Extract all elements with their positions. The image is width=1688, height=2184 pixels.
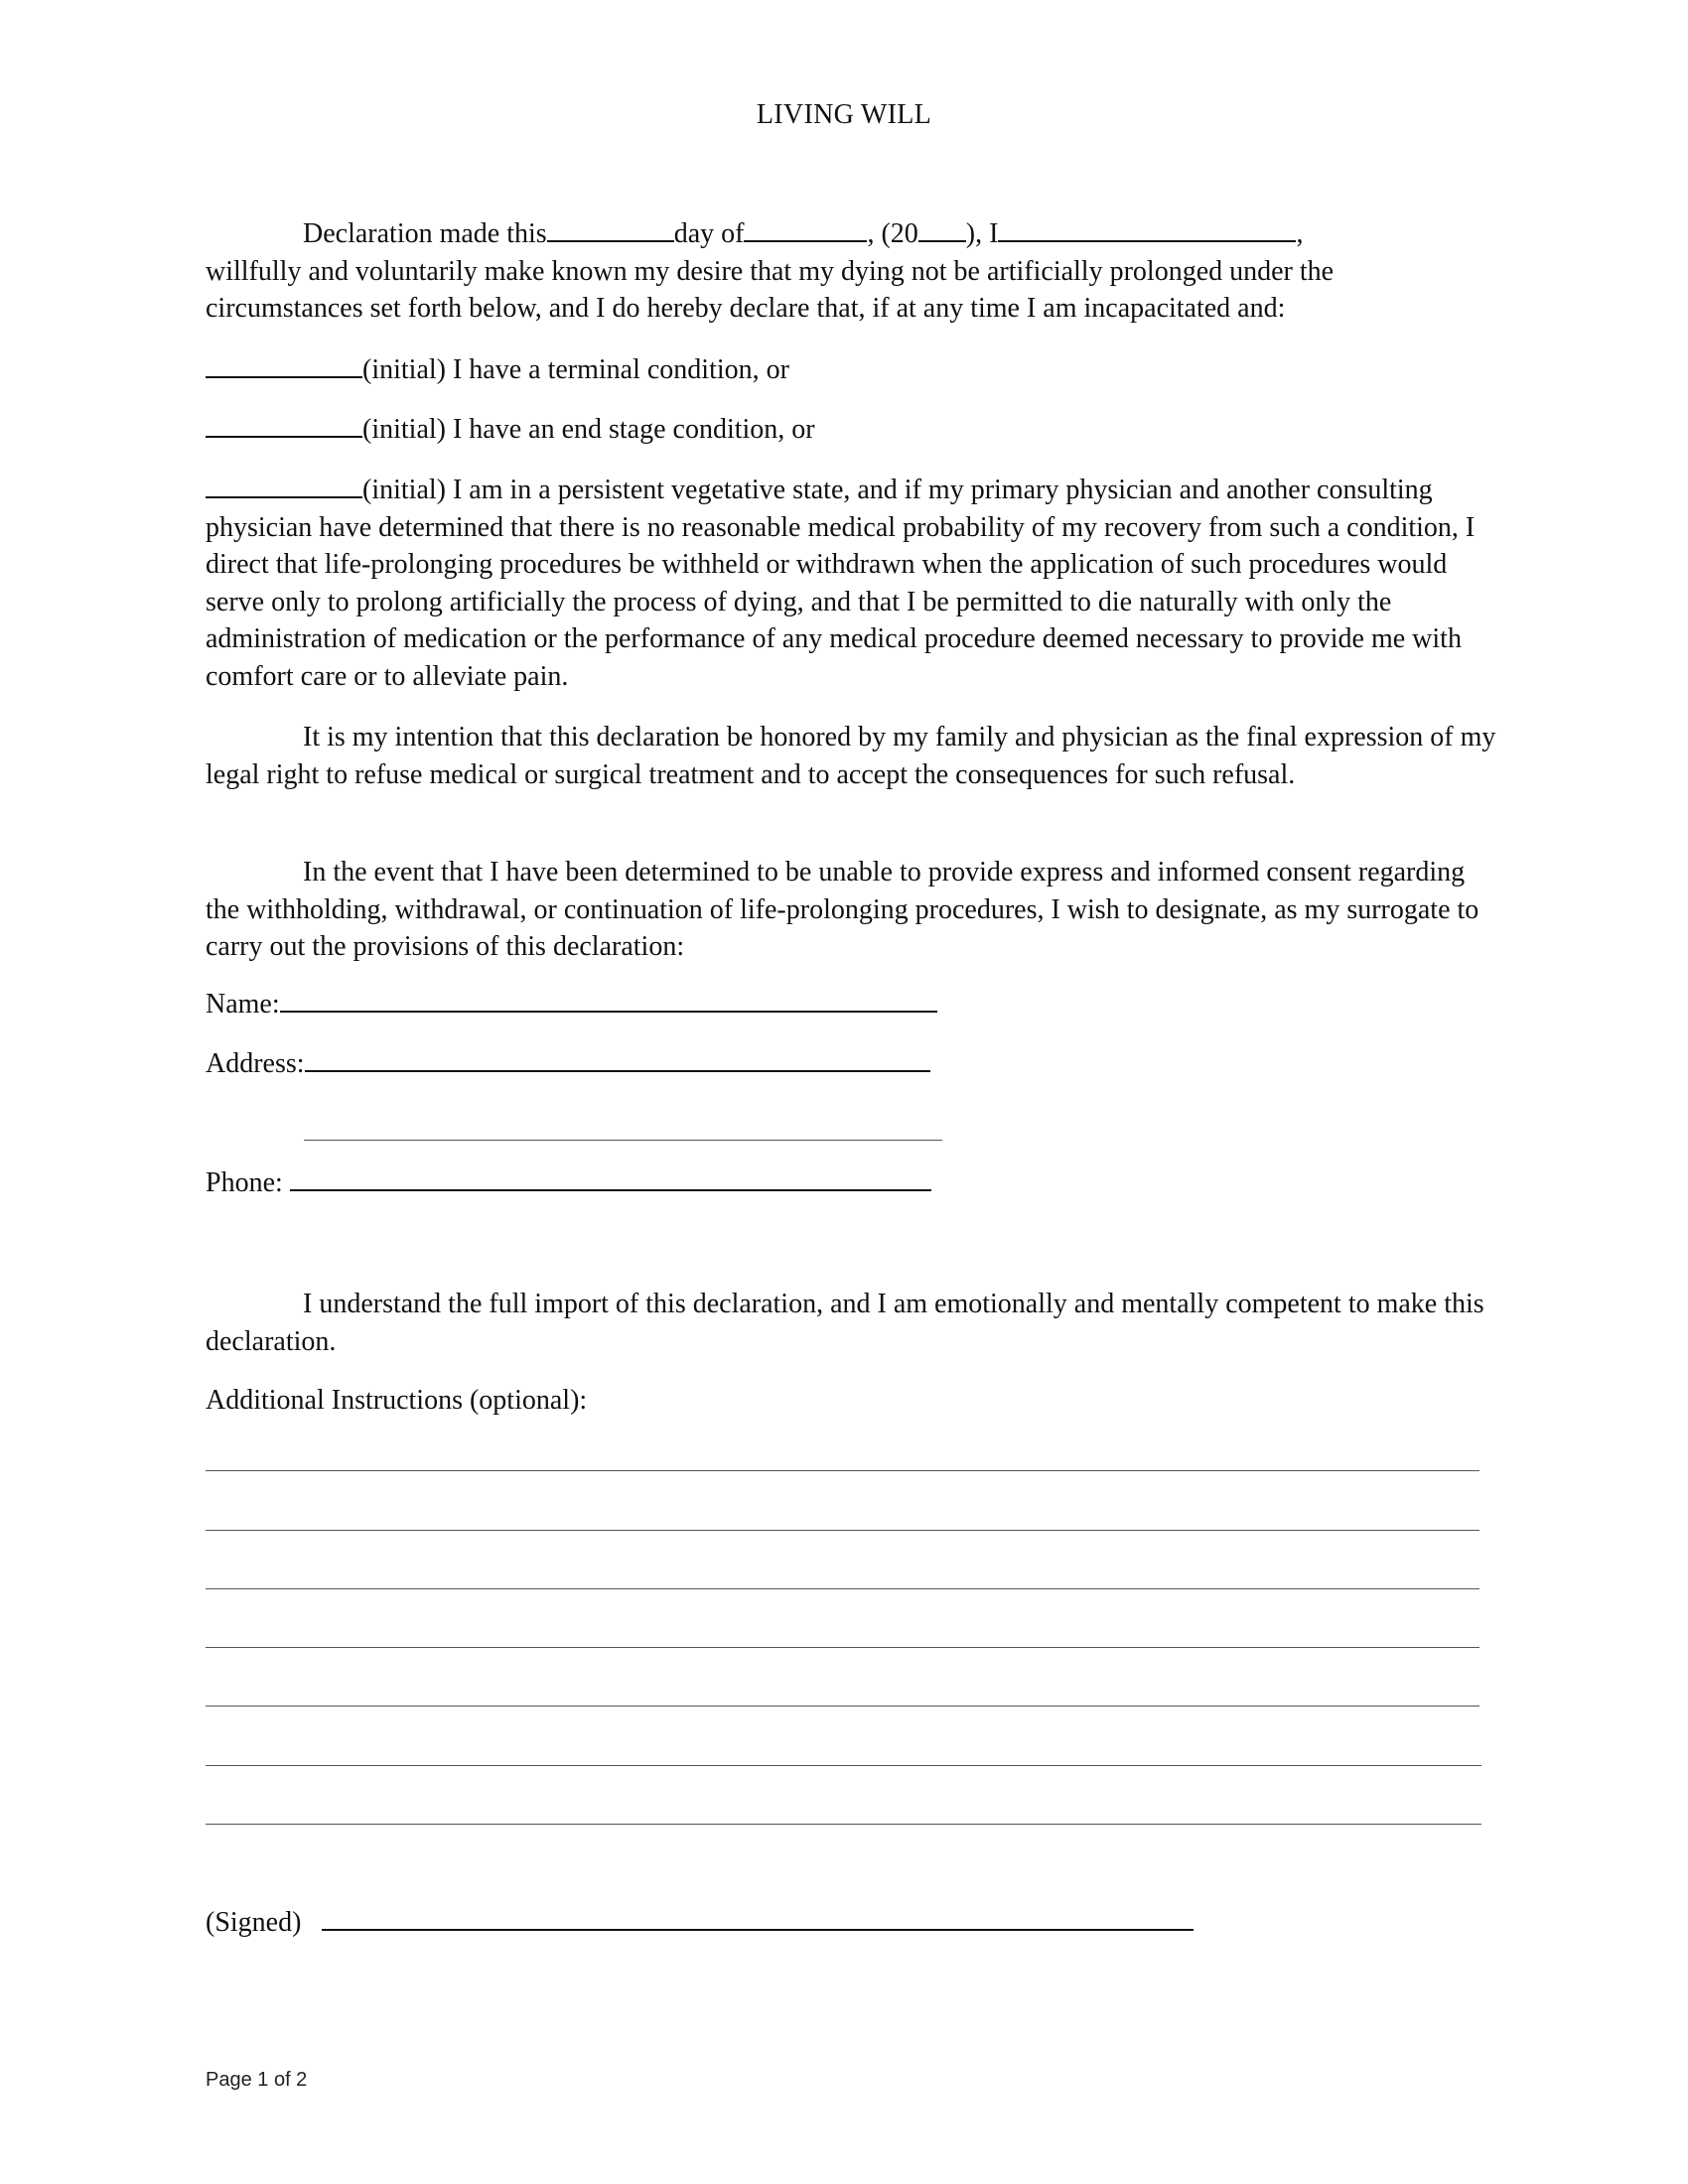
surrogate-text: In the event that I have been determined to be unable to provide express and informed consent regarding the withholding, withdrawal, or continuation of life-prolonging procedures, I wish to designate, as my surrogate to carry out the provisions of this declaration: [206,857,1479,962]
intention-paragraph [206,719,1496,793]
declaration-text-4: ), I [965,218,999,249]
surrogate-name-field [206,986,937,1024]
surrogate-name-blank[interactable] [280,987,937,1013]
instruction-line[interactable] [206,1824,1481,1825]
signature-field [206,1904,1194,1942]
terminal-condition-text: (initial) I have a terminal condition, or [362,354,789,385]
vegetative-state-text: (initial) I am in a persistent vegetative state, and if my primary physician and another consulting physician have determined that there is no reasonable medical probability of my recovery from such a condition, I direct that life-prolonging procedures be withheld or withdrawn when the application of such procedures would serve only to prolong artificially the process of dying, and that I be permitted to die naturally with only the administration of medication or the performance of any medical procedure deemed necessary to provide me with comfort care or to alleviate pain. [206,475,1476,692]
initial-blank-end-stage[interactable] [206,414,362,438]
additional-instructions-heading [206,1382,1496,1420]
declaration-paragraph [206,215,1496,328]
declarant-name-blank[interactable] [998,218,1296,242]
declaration-text-1: Declaration made this [303,218,547,249]
surrogate-phone-blank[interactable] [290,1165,931,1191]
declaration-text-5: , [1296,218,1304,249]
phone-label: Phone: [206,1167,283,1198]
understand-paragraph [206,1286,1496,1360]
initial-blank-terminal[interactable] [206,354,362,378]
instruction-line[interactable] [206,1530,1479,1531]
end-stage-condition-item [206,411,815,449]
declaration-text-2: day of [673,218,745,249]
intention-text: It is my intention that this declaration be honored by my family and physician as the final expression of my legal right to refuse medical or surgical treatment and to accept the consequences for such refusal. [206,722,1496,790]
surrogate-address-blank[interactable] [305,1046,930,1072]
initial-blank-vegetative[interactable] [206,475,362,498]
additional-instructions-label: Additional Instructions (optional): [206,1385,588,1416]
instruction-line[interactable] [206,1647,1479,1648]
signed-label: (Signed) [206,1907,302,1938]
address-label: Address: [206,1048,305,1079]
surrogate-paragraph [206,854,1496,966]
document-title: LIVING WILL [756,99,932,130]
signature-blank[interactable] [322,1907,1194,1931]
end-stage-condition-text: (initial) I have an end stage condition, or [362,414,815,445]
year-blank[interactable] [918,218,966,242]
page-number: Page 1 of 2 [206,2069,308,2091]
understand-text: I understand the full import of this declaration, and I am emotionally and mentally competent to make this declaration. [206,1289,1484,1357]
surrogate-address-line-2[interactable] [304,1140,942,1141]
day-blank[interactable] [547,218,674,242]
name-label: Name: [206,989,280,1020]
declaration-text-rest: willfully and voluntarily make known my desire that my dying not be artificially prolonged under the circumstances set forth below, and I do hereby declare that, if at any time I am incapacitated and: [206,255,1335,324]
terminal-condition-item [206,351,789,389]
month-blank[interactable] [744,218,867,242]
instruction-line[interactable] [206,1470,1479,1471]
instruction-line[interactable] [206,1765,1481,1766]
instruction-line[interactable] [206,1588,1479,1589]
declaration-text-3: , (20 [867,218,918,249]
surrogate-phone-field [206,1164,931,1202]
vegetative-state-item [206,472,1496,695]
surrogate-address-field [206,1045,930,1083]
